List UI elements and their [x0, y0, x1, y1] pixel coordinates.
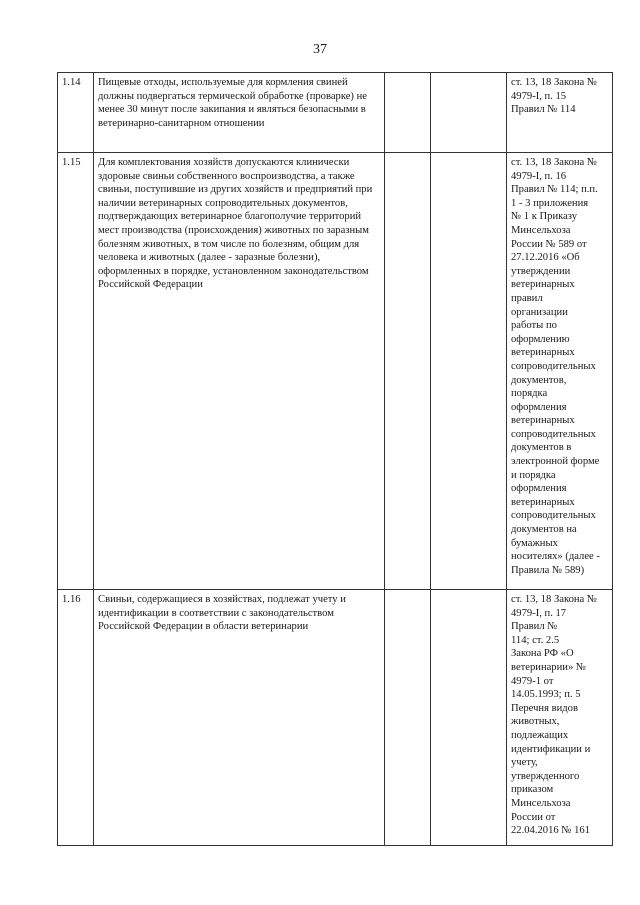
row-number: 1.15	[58, 153, 94, 590]
empty-cell	[385, 590, 431, 846]
page-number: 37	[313, 42, 327, 57]
row-number: 1.16	[58, 590, 94, 846]
table-row	[58, 73, 613, 153]
legal-reference: ст. 13, 18 Закона № 4979-I, п. 17 Правил № 114; ст. 2.5 Закона РФ «О ветеринарии» № 4979-1 от 14.05.1993; п. 5 Перечня видов животных, подлежащих идентификации и учету, утвержденного приказом Минсельхоза России от 22.04.2016 № 161	[507, 590, 613, 846]
empty-cell	[385, 73, 431, 153]
table-row	[58, 153, 613, 590]
empty-cell	[431, 590, 507, 846]
empty-cell	[431, 73, 507, 153]
requirements-table	[57, 72, 613, 846]
legal-reference: ст. 13, 18 Закона № 4979-I, п. 15 Правил № 114	[507, 73, 613, 153]
requirement-text: Пищевые отходы, используемые для кормления свиней должны подвергаться термической обработке (проварке) не менее 30 минут после закипания и являться безопасными в ветеринарно-санитарном отношении	[94, 73, 385, 153]
requirement-text: Свиньи, содержащиеся в хозяйствах, подлежат учету и идентификации в соответствии с законодательством Российской Федерации в области ветеринарии	[94, 590, 385, 846]
empty-cell	[431, 153, 507, 590]
table-row	[58, 590, 613, 846]
empty-cell	[385, 153, 431, 590]
requirement-text: Для комплектования хозяйств допускаются клинически здоровые свиньи собственного воспроизводства, а также свиньи, поступившие из других хозяйств и предприятий при наличии ветеринарных сопроводительных документов, подтверждающих ветеринарное благополучие территорий мест производства (происхождения) животных по заразным болезням животных, в том числе по болезням, общим для человека и животных (далее - заразные болезни), оформленных в порядке, установленном законодательством Российской Федерации	[94, 153, 385, 590]
row-number: 1.14	[58, 73, 94, 153]
legal-reference: ст. 13, 18 Закона № 4979-I, п. 16 Правил № 114; п.п. 1 - 3 приложения № 1 к Приказу Минсельхоза России № 589 от 27.12.2016 «Об утверждении ветеринарных правил организации работы по оформлению ветеринарных сопроводительных документов, порядка оформления ветеринарных сопроводительных документов в электронной форме и порядка оформления ветеринарных сопроводительных документов на бумажных носителях» (далее - Правила № 589)	[507, 153, 613, 590]
